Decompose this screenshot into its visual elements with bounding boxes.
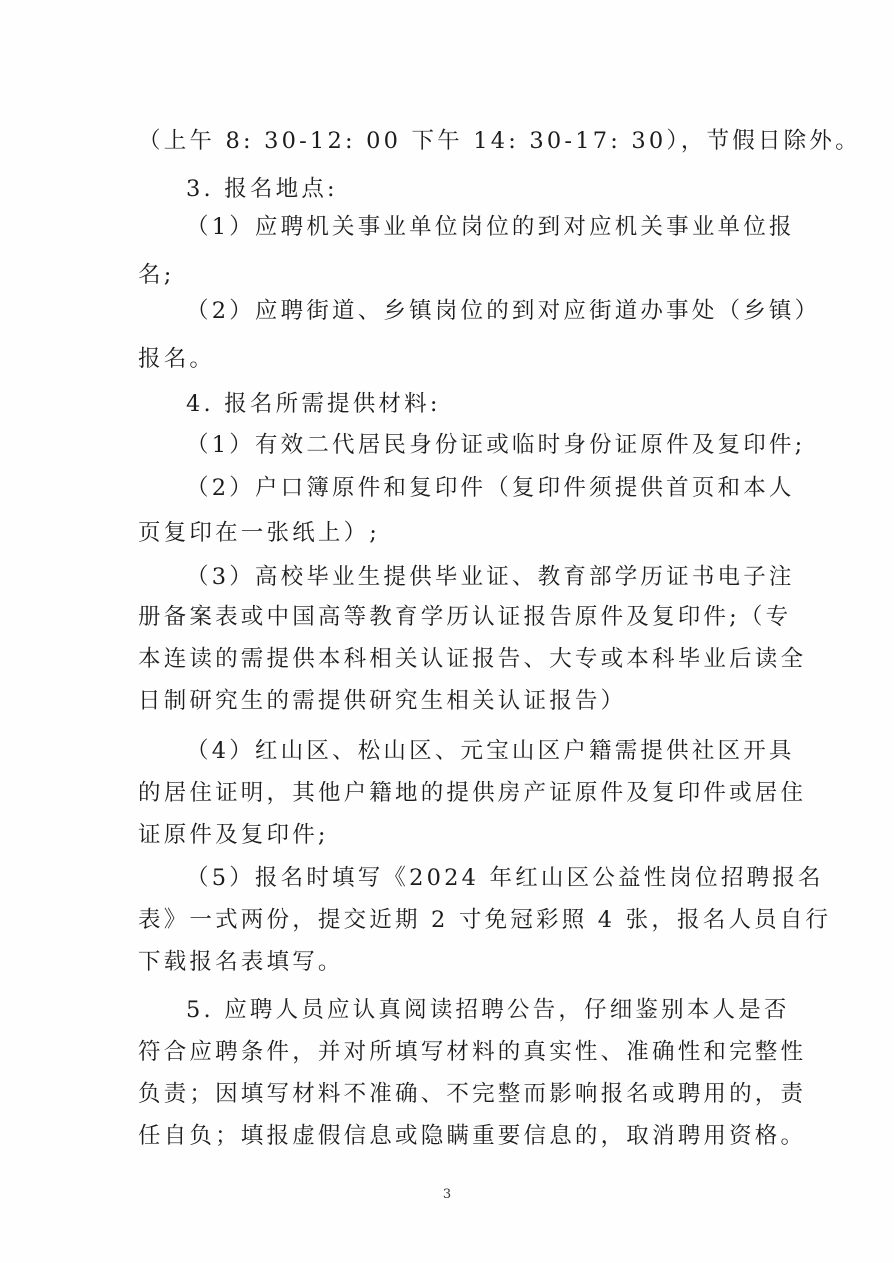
text-line: （1）有效二代居民身份证或临时身份证原件及复印件; <box>186 432 806 458</box>
text-line: 页复印在一张纸上）; <box>138 520 381 546</box>
text-line: 下载报名表填写。 <box>138 949 344 975</box>
text-line: 报名。 <box>138 346 216 372</box>
text-line: 名; <box>138 262 175 288</box>
text-line: （2）户口簿原件和复印件（复印件须提供首页和本人 <box>186 475 795 501</box>
page-number: 3 <box>442 1187 452 1202</box>
text-line: （1）应聘机关事业单位岗位的到对应机关事业单位报 <box>186 214 795 240</box>
text-line: 符合应聘条件，并对所填写材料的真实性、准确性和完整性 <box>138 1039 807 1065</box>
text-line: 日制研究生的需提供研究生相关认证报告） <box>138 688 627 714</box>
text-line: 3. 报名地点: <box>186 176 338 202</box>
text-line: （5）报名时填写《2024 年红山区公益性岗位招聘报名 <box>186 865 824 891</box>
text-line: 证原件及复印件; <box>138 822 329 848</box>
text-line: （3）高校毕业生提供毕业证、教育部学历证书电子注 <box>186 564 795 590</box>
text-line: 表》一式两份，提交近期 2 寸免冠彩照 4 张，报名人员自行 <box>138 907 832 933</box>
text-line: （2）应聘街道、乡镇岗位的到对应街道办事处（乡镇） <box>186 298 821 324</box>
text-line: 本连读的需提供本科相关认证报告、大专或本科毕业后读全 <box>138 646 807 672</box>
text-line: 负责；因填写材料不准确、不完整而影响报名或聘用的，责 <box>138 1081 807 1107</box>
text-line: 5. 应聘人员应认真阅读招聘公告，仔细鉴别本人是否 <box>186 997 790 1023</box>
text-line: （4）红山区、松山区、元宝山区户籍需提供社区开具 <box>186 738 795 764</box>
text-line: 册备案表或中国高等教育学历认证报告原件及复印件;（专 <box>138 604 792 630</box>
text-line: （上午 8: 30-12: 00 下午 14: 30-17: 30），节假日除外。 <box>138 128 861 154</box>
text-line: 任自负；填报虚假信息或隐瞒重要信息的，取消聘用资格。 <box>138 1123 807 1149</box>
text-line: 的居住证明，其他户籍地的提供房产证原件及复印件或居住 <box>138 780 807 806</box>
text-line: 4. 报名所需提供材料: <box>186 391 441 417</box>
